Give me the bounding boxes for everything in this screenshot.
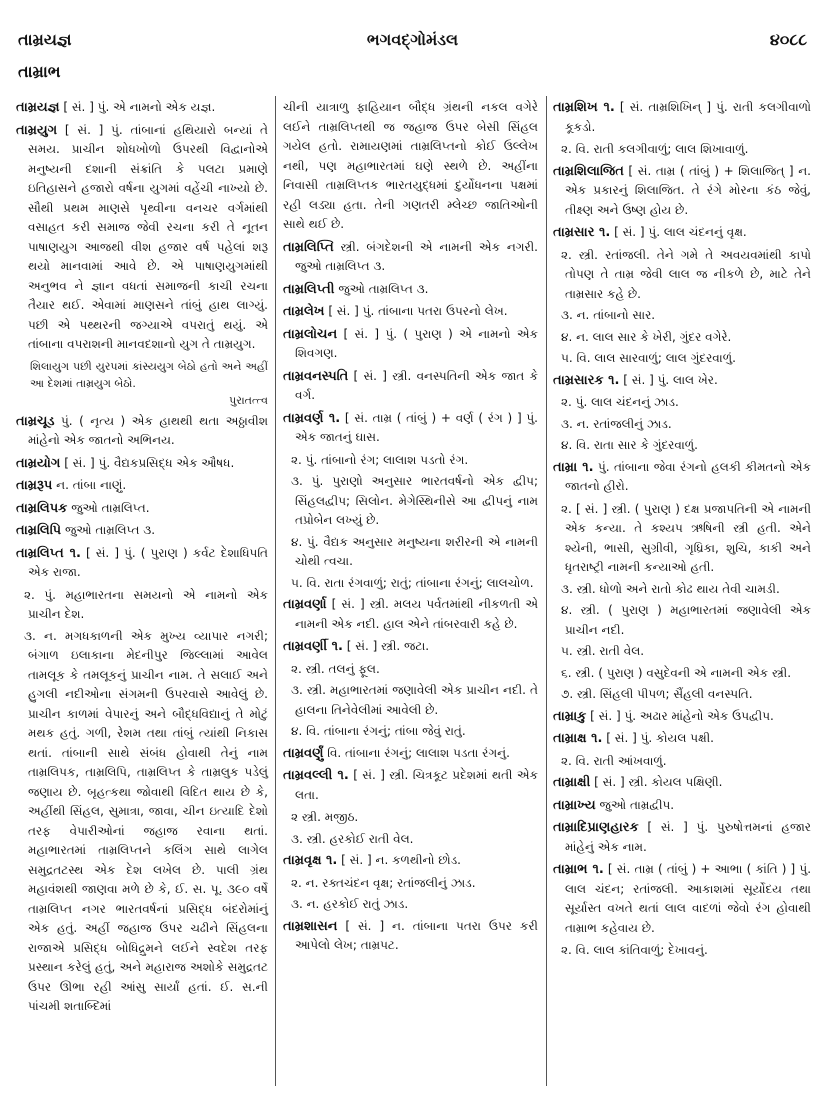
definition: [ સં. તામ્રશિખિન્ ] પું. રાતી કલગીવાળો કૂકડો. [565, 100, 811, 134]
dictionary-entry [283, 367, 538, 406]
definition: [ સં. ] પું. કોયલ પક્ષી. [602, 731, 714, 745]
dictionary-entry [553, 223, 811, 243]
dictionary-entry [553, 729, 811, 749]
dictionary-entry [553, 773, 811, 793]
sense-definition: ૬. સ્ત્રી. ( પુરાણ ) વસુદેવની એ નામની એક સ્ત્રી. [561, 665, 792, 680]
headword: તામ્રાભ ૧. [553, 862, 604, 877]
dictionary-entry [283, 409, 538, 448]
headword: તામ્રલિપ્ત ૧. [16, 545, 81, 561]
headword: તામ્રયોગ [16, 455, 61, 471]
definition: સ્ત્રી. બંગદેશની એ નામની એક નગરી. જુઓ તામ્રલિપ્ત ૩. [295, 239, 538, 273]
headword: તામ્રાક્ષ ૧. [553, 731, 603, 746]
definition: [ સં. ] પું. તાંબાના પતરા ઉપરનો લેખ. [324, 304, 508, 318]
continued-text: ચીની યાત્રાળુ ફાહિયાન બૌદ્ધ ગ્રંથની નકલ વગેરે લઈને તામ્રલિપ્તથી જ જહાજ ઉપર બેસી સિંહલ ગયેલ હતો. રામાયણમાં તામ્રલિપ્તનો કોઈ ઉલ્લેખ નથી, પણ મહાભારતમાં ઘણે સ્થળે છે. અહીંના નિવાસી તામ્રલિપ્તક ભારતયુદ્ધમાં દુર્યોધનના પક્ષમાં રહી લડ્યા હતા. તેની ગણતરી મ્લેચ્છ જાતિઓની સાથે થઈ છે. [283, 100, 538, 231]
headword: તામ્રશાસન [283, 918, 338, 934]
definition: [ સં. ] પું. ( પુરાણ ) એ નામનો એક શિવગણ. [295, 326, 538, 360]
definition: [ સં. ] સ્ત્રી. વનસ્પતિની એક જાત કે વર્ગ. [295, 368, 538, 402]
definition: પું. ( નૃત્ય ) એક હાથથી થતા અઠ્ઠાવીશ માંહેનો એક જાતનો અભિનય. [28, 413, 268, 447]
headword: તામ્રચૂડ [16, 413, 55, 429]
headword: તામ્રલિપ્તી [283, 281, 335, 297]
dictionary-entry [283, 917, 538, 956]
sense-definition: ૪. ન. લાલ સાર કે ખેરી, ગુંદર વગેરે. [561, 329, 732, 344]
sense-definition: ૫. વિ. રાતા રંગવાળું; રાતું; તાંબાના રંગનું; લાલચોળ. [291, 575, 534, 590]
column-3 [553, 98, 811, 963]
sense-definition: ૫. વિ. લાલ સારવાળું; લાલ ગુંદરવાળું. [561, 351, 736, 365]
sense-definition: ૨. વિ. રાતી કલગીવાળું; લાલ શિખાવાળું. [561, 142, 749, 156]
dictionary-entry [16, 499, 268, 519]
definition: [ સં. ] પું. અઢાર માંહેનો એક ઉપદ્વીપ. [586, 708, 774, 723]
dictionary-entry [553, 162, 811, 221]
sense-definition: ૨. પું. લાલ ચંદનનું ઝાડ. [561, 395, 679, 409]
dictionary-entry [283, 238, 538, 277]
sense-definition: ૨. વિ. રાતી આંખવાળું. [561, 753, 667, 768]
headword: તામ્રશિલાજિત [553, 163, 624, 179]
definition: [ સં. ] સ્ત્રી. ચિત્રકૂટ પ્રદેશમાં થતી એક લતા. [295, 768, 538, 802]
headword: તામ્રવર્ણું [283, 745, 324, 761]
definition: [ સં. ] પું. લાલ ખેર. [619, 372, 718, 387]
headword: તામ્રયુગ [16, 122, 58, 138]
definition: [ સં. ] ન. કળથીનો છોડ. [337, 853, 461, 867]
definition: [ સં. ] સ્ત્રી. જટા. [342, 639, 430, 653]
headword: તામ્રસાર ૧. [553, 225, 611, 240]
definition: જુઓ તામ્રલિપ્ત ૩. [61, 523, 156, 537]
dictionary-entry [16, 121, 268, 355]
definition: [ સં. ] સ્ત્રી. કોયલ પક્ષિણી. [590, 775, 723, 789]
dictionary-entry [283, 280, 538, 300]
dictionary-entry [553, 818, 811, 857]
definition: પું. તાંબાના જેવા રંગનો હલકી કીમતનો એક જાતનો હીરો. [565, 459, 811, 493]
definition: [ સં. ] સ્ત્રી. મલય પર્વતમાંથી નીકળતી એ નામની એક નદી. હાલ એને તાંબરવારી કહે છે. [295, 597, 538, 631]
citation-quote: શિલાયુગ પછી યુરપમાં કાંસ્યયુગ બેઠો હતો અને અહીં આ દેશમાં તામ્રયુગ બેઠો. [30, 359, 268, 390]
headword: તામ્રલિપ્તિ [283, 239, 334, 255]
definition: [ સં. તામ્ર ( તાંબું ) + આભા ( કાંતિ ) ] પું. લાલ ચંદન; રતાંજલી. આકાશમાં સૂર્યોદય તથા સૂર્યાસ્ત વખતે થતાં લાલ વાદળાં જેવો રંગ હોવાથી તામ્રાભ કહેવાય છે. [565, 862, 812, 935]
column-divider [546, 96, 547, 1086]
sense-definition: ૨. સ્ત્રી. તલનું ફૂલ. [291, 661, 380, 676]
dictionary-entry [16, 476, 268, 496]
sense-definition: ૪. વિ. રાતા સાર કે ગુંદરવાળું. [561, 438, 698, 452]
headword: તામ્રયજ્ઞ [16, 100, 60, 115]
headword: તામ્રવનસ્પતિ [283, 368, 349, 384]
dictionary-entry [283, 637, 538, 657]
column-2 [283, 98, 538, 959]
definition: [ સં. ] પું. તાંબાનાં હથિયારો બન્યાં તે સમય. પ્રાચીન શોધખોળો ઉપરથી વિદ્વાનોએ મનુષ્યની દશાની સંક્રાંતિ કે પલટા પ્રમાણે ઇતિહાસને હજારો વર્ષના યુગમાં વહેંચી નાખ્યો છે. સૌથી પ્રથમ માણસે પૃથ્વીના વનચર વર્ગમાંથી વસાહત કરી સમાજ જેવી રચના કરી તે નૂતન પાષાણયુગ આજથી વીશ હજાર વર્ષ પહેલાં શરૂ થયો માનવામાં આવે છે. એ પાષાણયુગમાંથી અનુભવ ને જ્ઞાન વધતાં સમાજની કાચી રચના તૈયાર થઈ. એવામાં માણસને તાંબું હાથ લાગ્યું. પછી એ પથ્થરની જગ્યાએ વપરાતું થયું. એ તાંબાના વપરાશની માનવદશાનો યુગ તે તામ્રયુગ. [28, 122, 268, 351]
sense-definition: ૨ સ્ત્રી. મજીઠ. [291, 810, 359, 824]
definition: ન. તાંબા નાણું. [52, 478, 127, 492]
headword: તામ્રાદિપ્રાણહારક [553, 820, 639, 835]
sense-definition: ૨. વિ. લાલ કાંતિવાળું; દેખાવનું. [561, 943, 708, 957]
column-1 [16, 98, 268, 1019]
sense-definition: ૪. પું. વૈદ્યક અનુસાર મનુષ્યના શરીરની એ નામની ચોથી ત્વચા. [291, 534, 538, 568]
definition: [ સં. ] પું. વૈદ્યકપ્રસિદ્ધ એક ઔષધ. [60, 455, 235, 470]
definition: જુઓ તામ્રલિપ્ત ૩. [334, 281, 429, 296]
sense-definition: ૩. સ્ત્રી. હરકોઈ રાતી વેલ. [291, 831, 414, 846]
dictionary-entry [283, 302, 538, 322]
book-title: ભગવદ્ગોમંડલ [366, 30, 459, 49]
definition: [ સં. ] પું. એ નામનો એક યજ્ઞ. [59, 100, 216, 114]
sense-definition: ૨. પું. તાંબાનો રંગ; લાલાશ પડતો રંગ. [291, 452, 469, 467]
definition: [ સં. તામ્ર ( તાંબું ) + વર્ણ ( રંગ ) ] પું. એક જાતનું ઘાસ. [295, 410, 538, 444]
headword: તામ્રસારક ૧. [553, 372, 620, 388]
column-divider [275, 96, 276, 1086]
dictionary-entry [16, 544, 268, 583]
dictionary-entry [553, 860, 811, 938]
sense-definition: ૭. સ્ત્રી. સિંહલી પીપળ; સૈંહલી વનસ્પતિ. [561, 687, 753, 701]
headword: તામ્રાખ્ય [553, 797, 596, 813]
sense-definition: ૪. સ્ત્રી. ( પુરાણ ) મહાભારતમાં જણાવેલી એક પ્રાચીન નદી. [561, 603, 811, 637]
headword: તામ્રવર્ણા [283, 597, 327, 612]
dictionary-entry [16, 521, 268, 541]
dictionary-entry [16, 454, 268, 474]
definition: [ સં. ] પું. પુરુષોત્તમનાં હજાર માંહેનું એક નામ. [565, 820, 811, 854]
sense-definition: ૩. ન. રતાંજલીનું ઝાડ. [561, 416, 672, 431]
citation-source: પુરાતત્ત્વ [229, 393, 268, 407]
headword: તામ્રલોચન [283, 326, 338, 342]
dictionary-entry [553, 371, 811, 391]
headword: તામ્રા ૧. [553, 459, 594, 475]
page-number: ૪૦૮૮ [769, 30, 807, 49]
sense-definition: ૨. ન. રક્તચંદન વૃક્ષ; રતાંજલીનું ઝાડ. [291, 875, 476, 890]
definition: વિ. તાંબાના રંગનું; લાલાશ પડતા રંગનું. [323, 745, 510, 760]
page-header [18, 30, 807, 60]
headword: તામ્રલેખ [283, 304, 325, 319]
headword: તામ્રાકુ [553, 708, 587, 724]
headword: તામ્રશિખ ૧. [553, 100, 615, 115]
definition: જુઓ તામ્રલિપ્ત. [67, 500, 150, 515]
dictionary-entry [283, 766, 538, 805]
dictionary-entry [16, 98, 268, 118]
sense-definition: ૪. વિ. તાંબાના રંગનું; તાંબા જેવું રાતું. [291, 724, 466, 738]
sense-definition: ૩. સ્ત્રી. મહાભારતમાં જણાવેલી એક પ્રાચીન નદી. તે હાલના તિનેવેલીમાં આવેલી છે. [291, 683, 538, 717]
definition: [ સં. ] પું. લાલ ચંદનનું વૃક્ષ. [610, 225, 747, 239]
sense-definition: ૨. સ્ત્રી. રતાંજલી. તેને ગમે તે અવયવમાંથી કાપો તોપણ તે તામ્ર જેવી લાલ જ નીકળે છે, માટે તેને તામ્રસાર કહે છે. [561, 247, 811, 301]
headword: તામ્રવૃક્ષ ૧. [283, 853, 338, 868]
guide-word-last: તામ્રાભ [18, 62, 61, 81]
dictionary-entry [16, 412, 268, 451]
sense-definition: ૩. સ્ત્રી. ધોળો અને રાતો કોઢ થાય તેવી ચામડી. [561, 581, 780, 596]
sense-definition: ૩. ન. મગધકાળની એક મુખ્ય વ્યાપાર નગરી; બંગાળ ઇલાકાના મેદનીપુર જિલ્લામાં આવેલ તામલૂક કે તમલૂકનું પ્રાચીન નામ. તે સલાઈ અને હુગલી નદીઓના સંગમની ઉપરવાસે આવેલું છે. પ્રાચીન કાળમાં વેપારનું અને બૌદ્ધવિદ્યાનું તે મોટું મથક હતું. ગળી, રેશમ તથા તાંબું ત્યાંથી નિકાસ થતાં. તાંબાની સાથે સંબંધ હોવાથી તેનું નામ તામ્રલિપક, તામ્રલિપિ, તામ્રલિપ્ત કે તામ્રલુક પડેલું જણાય છે. બૃહત્કથા જોવાથી વિદિત થાય છે કે, અહીંથી સિંહલ, સુમાત્રા, જાવા, ચીન ઇત્યાદિ દેશો તરફ વેપારીઓનાં જહાજ રવાના થતાં. મહાભારતમાં તામ્રલિપ્તને કલિંગ સાથે લાગેલ સમુદ્રતટસ્થ એક દેશ લખેલ છે. પાલી ગ્રંથ મહાવંશથી જાણવા મળે છે કે, ઈ. સ. પૂ. ૩૯૦ વર્ષે તામ્રલિપ્ત નગર ભારતવર્ષનાં પ્રસિદ્ધ બંદરોમાંનું એક હતું. અહીં જહાજ ઉપર ચઢીને સિંહલના રાજાએ પ્રસિદ્ધ બોધિદ્રુમને લઈને સ્વદેશ તરફ પ્રસ્થાન કરેલું હતું, અને મહારાજ અશોકે સમુદ્રતટ ઉપર ઊભા રહી આંસુ સાર્યાં હતાં. ઈ. સ.ની પાંચમી શતાબ્દિમાં [24, 628, 268, 1013]
dictionary-entry [553, 458, 811, 497]
dictionary-entry [553, 98, 811, 137]
dictionary-entry [283, 851, 538, 871]
headword: તામ્રવલ્લી ૧. [283, 768, 349, 783]
guide-word-first: તામ્રયજ્ઞ [18, 30, 72, 49]
sense-definition: ૨. પું. મહાભારતના સમયનો એ નામનો એક પ્રાચીન દેશ. [24, 587, 268, 621]
sense-definition: ૩. ન. હરકોઈ રાતું ઝાડ. [291, 897, 409, 911]
definition: [ સં. ] ન. તાંબાના પતરા ઉપર કરી આપેલો લેખ; તામ્રપટ. [295, 918, 538, 952]
dictionary-entry [283, 595, 538, 634]
sense-definition: ૫. સ્ત્રી. રાતી વેલ. [561, 644, 645, 658]
dictionary-entry [283, 325, 538, 364]
sense-definition: ૩. પું. પુરાણો અનુસાર ભારતવર્ષનો એક દ્વીપ; સિંહલદ્વીપ; સિલોન. મેગેસ્થિનીસે આ દ્વીપનું નામ તપ્રોબેન લખ્યું છે. [291, 474, 538, 527]
sense-definition: ૨. [ સં. ] સ્ત્રી. ( પુરાણ ) દક્ષ પ્રજાપતિની એ નામની એક કન્યા. તે કશ્યપ ઋષિની સ્ત્રી હતી. એને શ્યેની, ભાસી, સુગ્રીવી, ગૃધ્રિકા, શુચિ, કાકી અને ધૃતરાષ્ટ્રી નામની કન્યાઓ હતી. [561, 501, 811, 574]
definition: [ સં. તામ્ર ( તાંબું ) + શિલાજિત્ ] ન. એક પ્રકારનું શિલાજિત. તે રંગે મોરના કંઠ જેવું, તીક્ષ્ણ અને ઉષ્ણ હોય છે. [565, 163, 811, 217]
headword: તામ્રાક્ષી [553, 775, 591, 790]
headword: તામ્રવર્ણ ૧. [283, 410, 341, 426]
headword: તામ્રવર્ણી ૧. [283, 639, 343, 654]
dictionary-entry [553, 707, 811, 727]
sense-definition: ૩. ન. તાંબાનો સાર. [561, 308, 656, 322]
headword: તામ્રરૂપ [16, 478, 53, 493]
headword: તામ્રલિપક [16, 500, 68, 516]
headword: તામ્રલિપિ [16, 523, 62, 538]
dictionary-entry [553, 796, 811, 816]
definition: જુઓ તામ્રદ્વીપ. [595, 797, 675, 812]
dictionary-entry [283, 744, 538, 764]
definition: [ સં. ] પું. ( પુરાણ ) કર્વટ દેશાધિપતિ એક રાજા. [28, 545, 269, 579]
